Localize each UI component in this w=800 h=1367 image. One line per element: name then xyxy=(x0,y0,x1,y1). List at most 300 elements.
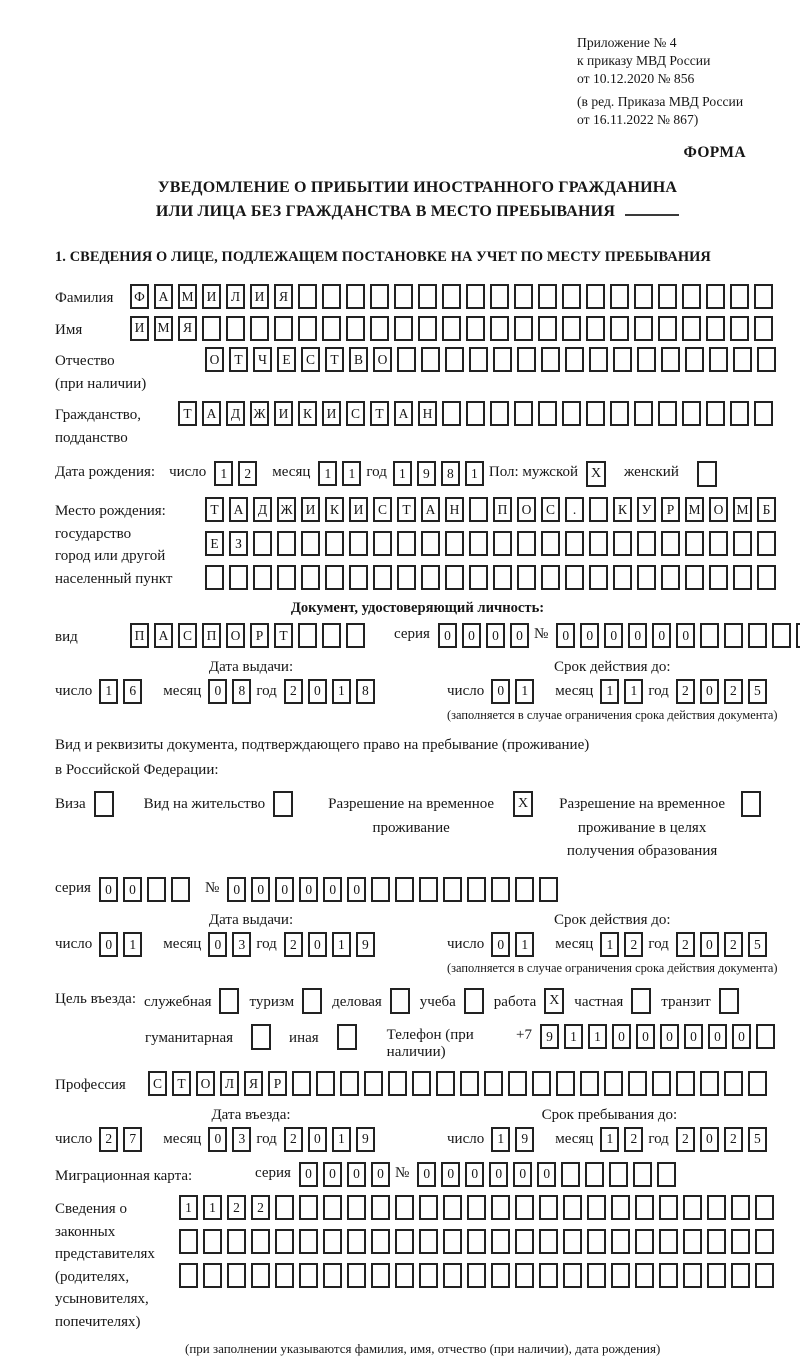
char-cell[interactable]: 2 xyxy=(227,1195,246,1220)
char-cell[interactable]: И xyxy=(202,284,221,309)
char-cell[interactable] xyxy=(203,1263,222,1288)
char-cell[interactable]: Н xyxy=(445,497,464,522)
char-cell[interactable] xyxy=(565,531,584,556)
char-cell[interactable] xyxy=(347,1195,366,1220)
char-cell[interactable] xyxy=(587,1229,606,1254)
char-cell[interactable] xyxy=(179,1229,198,1254)
char-cell[interactable]: 1 xyxy=(624,679,643,704)
char-cell[interactable]: 0 xyxy=(323,1162,342,1187)
char-cell[interactable] xyxy=(275,1195,294,1220)
char-cell[interactable] xyxy=(587,1263,606,1288)
char-cell[interactable] xyxy=(395,1195,414,1220)
char-cell[interactable] xyxy=(659,1263,678,1288)
char-cell[interactable]: 1 xyxy=(332,679,351,704)
char-cell[interactable]: У xyxy=(637,497,656,522)
char-cell[interactable]: М xyxy=(154,316,173,341)
char-cell[interactable] xyxy=(349,565,368,590)
char-cell[interactable] xyxy=(253,565,272,590)
char-cell[interactable] xyxy=(445,565,464,590)
char-cell[interactable]: Е xyxy=(205,531,224,556)
char-cell[interactable] xyxy=(683,1195,702,1220)
char-cell[interactable] xyxy=(658,284,677,309)
char-cell[interactable] xyxy=(682,401,701,426)
char-cell[interactable]: 2 xyxy=(676,1127,695,1152)
char-cell[interactable] xyxy=(443,1263,462,1288)
char-cell[interactable]: 0 xyxy=(308,932,327,957)
char-cell[interactable] xyxy=(466,401,485,426)
char-cell[interactable] xyxy=(754,316,773,341)
char-cell[interactable] xyxy=(442,316,461,341)
char-cell[interactable] xyxy=(565,565,584,590)
char-cell[interactable] xyxy=(491,877,510,902)
char-cell[interactable]: 1 xyxy=(600,932,619,957)
char-cell[interactable]: 0 xyxy=(489,1162,508,1187)
char-cell[interactable] xyxy=(539,877,558,902)
char-cell[interactable]: Ж xyxy=(250,401,269,426)
char-cell[interactable]: А xyxy=(394,401,413,426)
char-cell[interactable] xyxy=(395,877,414,902)
char-cell[interactable]: 0 xyxy=(275,877,294,902)
char-cell[interactable] xyxy=(561,1162,580,1187)
char-cell[interactable] xyxy=(493,347,512,372)
char-cell[interactable]: 0 xyxy=(251,877,270,902)
char-cell[interactable]: 0 xyxy=(99,932,118,957)
char-cell[interactable] xyxy=(658,316,677,341)
char-cell[interactable]: 2 xyxy=(724,932,743,957)
char-cell[interactable]: 0 xyxy=(491,679,510,704)
purpose-rabota-checkbox[interactable]: X xyxy=(544,988,564,1014)
char-cell[interactable] xyxy=(419,1229,438,1254)
char-cell[interactable]: 2 xyxy=(284,1127,303,1152)
char-cell[interactable] xyxy=(346,316,365,341)
char-cell[interactable] xyxy=(514,401,533,426)
char-cell[interactable] xyxy=(484,1071,503,1096)
char-cell[interactable]: 0 xyxy=(208,932,227,957)
char-cell[interactable] xyxy=(147,877,166,902)
char-cell[interactable] xyxy=(251,1263,270,1288)
char-cell[interactable] xyxy=(421,347,440,372)
char-cell[interactable]: 7 xyxy=(123,1127,142,1152)
char-cell[interactable]: 0 xyxy=(347,877,366,902)
char-cell[interactable]: 8 xyxy=(356,679,375,704)
char-cell[interactable]: Т xyxy=(325,347,344,372)
char-cell[interactable] xyxy=(709,565,728,590)
char-cell[interactable] xyxy=(340,1071,359,1096)
char-cell[interactable] xyxy=(514,284,533,309)
temp-residence-checkbox[interactable]: X xyxy=(513,791,533,817)
char-cell[interactable] xyxy=(467,1229,486,1254)
char-cell[interactable]: А xyxy=(202,401,221,426)
char-cell[interactable]: Т xyxy=(178,401,197,426)
char-cell[interactable]: 0 xyxy=(371,1162,390,1187)
char-cell[interactable]: 1 xyxy=(342,461,361,486)
char-cell[interactable] xyxy=(586,401,605,426)
char-cell[interactable] xyxy=(628,1071,647,1096)
char-cell[interactable]: 1 xyxy=(123,932,142,957)
char-cell[interactable] xyxy=(292,1071,311,1096)
char-cell[interactable] xyxy=(277,565,296,590)
char-cell[interactable] xyxy=(748,1071,767,1096)
char-cell[interactable] xyxy=(587,1195,606,1220)
char-cell[interactable]: 1 xyxy=(465,461,484,486)
char-cell[interactable]: 0 xyxy=(513,1162,532,1187)
char-cell[interactable] xyxy=(419,877,438,902)
char-cell[interactable] xyxy=(610,401,629,426)
char-cell[interactable] xyxy=(709,347,728,372)
char-cell[interactable] xyxy=(731,1229,750,1254)
temp-residence-education-checkbox[interactable] xyxy=(741,791,761,817)
char-cell[interactable] xyxy=(443,877,462,902)
char-cell[interactable] xyxy=(323,1195,342,1220)
char-cell[interactable] xyxy=(515,1195,534,1220)
char-cell[interactable] xyxy=(491,1195,510,1220)
char-cell[interactable]: 0 xyxy=(700,932,719,957)
char-cell[interactable]: 5 xyxy=(748,1127,767,1152)
char-cell[interactable]: 1 xyxy=(600,679,619,704)
char-cell[interactable] xyxy=(562,284,581,309)
char-cell[interactable] xyxy=(634,316,653,341)
char-cell[interactable] xyxy=(659,1229,678,1254)
char-cell[interactable]: С xyxy=(148,1071,167,1096)
char-cell[interactable] xyxy=(346,623,365,648)
char-cell[interactable] xyxy=(757,531,776,556)
char-cell[interactable] xyxy=(586,316,605,341)
char-cell[interactable]: Я xyxy=(244,1071,263,1096)
char-cell[interactable]: Т xyxy=(205,497,224,522)
char-cell[interactable] xyxy=(299,1229,318,1254)
char-cell[interactable]: Ж xyxy=(277,497,296,522)
char-cell[interactable] xyxy=(613,347,632,372)
char-cell[interactable] xyxy=(517,531,536,556)
char-cell[interactable]: 2 xyxy=(624,1127,643,1152)
char-cell[interactable] xyxy=(443,1195,462,1220)
char-cell[interactable]: 0 xyxy=(99,877,118,902)
char-cell[interactable] xyxy=(733,565,752,590)
char-cell[interactable]: 0 xyxy=(227,877,246,902)
char-cell[interactable]: 0 xyxy=(660,1024,679,1049)
char-cell[interactable] xyxy=(421,565,440,590)
char-cell[interactable] xyxy=(730,316,749,341)
char-cell[interactable]: 1 xyxy=(318,461,337,486)
char-cell[interactable] xyxy=(179,1263,198,1288)
char-cell[interactable]: 2 xyxy=(676,679,695,704)
char-cell[interactable]: 0 xyxy=(208,679,227,704)
char-cell[interactable] xyxy=(685,347,704,372)
purpose-delovaya-checkbox[interactable] xyxy=(390,988,410,1014)
char-cell[interactable]: 2 xyxy=(284,932,303,957)
char-cell[interactable] xyxy=(796,623,800,648)
char-cell[interactable]: 1 xyxy=(515,679,534,704)
char-cell[interactable] xyxy=(490,284,509,309)
char-cell[interactable]: 1 xyxy=(332,1127,351,1152)
char-cell[interactable]: 0 xyxy=(684,1024,703,1049)
char-cell[interactable] xyxy=(469,531,488,556)
char-cell[interactable]: 3 xyxy=(232,932,251,957)
char-cell[interactable] xyxy=(229,565,248,590)
char-cell[interactable]: П xyxy=(130,623,149,648)
char-cell[interactable] xyxy=(637,531,656,556)
char-cell[interactable]: А xyxy=(154,284,173,309)
char-cell[interactable] xyxy=(253,531,272,556)
char-cell[interactable]: С xyxy=(346,401,365,426)
char-cell[interactable] xyxy=(580,1071,599,1096)
char-cell[interactable] xyxy=(322,623,341,648)
char-cell[interactable]: 0 xyxy=(323,877,342,902)
char-cell[interactable]: 0 xyxy=(700,1127,719,1152)
char-cell[interactable] xyxy=(421,531,440,556)
char-cell[interactable] xyxy=(171,877,190,902)
char-cell[interactable] xyxy=(299,1263,318,1288)
char-cell[interactable]: 1 xyxy=(600,1127,619,1152)
char-cell[interactable] xyxy=(562,316,581,341)
char-cell[interactable]: И xyxy=(274,401,293,426)
char-cell[interactable]: С xyxy=(541,497,560,522)
char-cell[interactable]: О xyxy=(709,497,728,522)
char-cell[interactable] xyxy=(227,1263,246,1288)
char-cell[interactable] xyxy=(316,1071,335,1096)
char-cell[interactable]: 1 xyxy=(214,461,233,486)
char-cell[interactable] xyxy=(539,1195,558,1220)
char-cell[interactable] xyxy=(397,565,416,590)
char-cell[interactable] xyxy=(637,565,656,590)
char-cell[interactable] xyxy=(659,1195,678,1220)
char-cell[interactable]: Ф xyxy=(130,284,149,309)
char-cell[interactable] xyxy=(683,1263,702,1288)
char-cell[interactable] xyxy=(724,1071,743,1096)
char-cell[interactable]: 1 xyxy=(393,461,412,486)
char-cell[interactable]: 2 xyxy=(624,932,643,957)
char-cell[interactable]: К xyxy=(613,497,632,522)
char-cell[interactable] xyxy=(493,531,512,556)
char-cell[interactable] xyxy=(562,401,581,426)
char-cell[interactable] xyxy=(322,316,341,341)
char-cell[interactable] xyxy=(346,284,365,309)
char-cell[interactable]: А xyxy=(154,623,173,648)
char-cell[interactable] xyxy=(754,284,773,309)
char-cell[interactable] xyxy=(517,565,536,590)
char-cell[interactable] xyxy=(733,531,752,556)
char-cell[interactable] xyxy=(466,316,485,341)
char-cell[interactable]: 0 xyxy=(604,623,623,648)
char-cell[interactable] xyxy=(515,877,534,902)
char-cell[interactable]: 2 xyxy=(99,1127,118,1152)
char-cell[interactable] xyxy=(733,347,752,372)
char-cell[interactable] xyxy=(682,316,701,341)
char-cell[interactable]: Т xyxy=(397,497,416,522)
char-cell[interactable] xyxy=(610,284,629,309)
char-cell[interactable] xyxy=(748,623,767,648)
char-cell[interactable] xyxy=(203,1229,222,1254)
char-cell[interactable]: 2 xyxy=(284,679,303,704)
char-cell[interactable]: 0 xyxy=(652,623,671,648)
char-cell[interactable] xyxy=(227,1229,246,1254)
char-cell[interactable] xyxy=(202,316,221,341)
char-cell[interactable] xyxy=(490,316,509,341)
char-cell[interactable]: 0 xyxy=(462,623,481,648)
char-cell[interactable] xyxy=(563,1195,582,1220)
char-cell[interactable] xyxy=(395,1263,414,1288)
char-cell[interactable]: 0 xyxy=(486,623,505,648)
char-cell[interactable] xyxy=(275,1263,294,1288)
char-cell[interactable] xyxy=(613,531,632,556)
char-cell[interactable]: М xyxy=(178,284,197,309)
char-cell[interactable]: 1 xyxy=(203,1195,222,1220)
sex-male-checkbox[interactable]: X xyxy=(586,461,606,487)
char-cell[interactable]: 9 xyxy=(540,1024,559,1049)
char-cell[interactable]: 1 xyxy=(491,1127,510,1152)
char-cell[interactable]: 0 xyxy=(438,623,457,648)
char-cell[interactable] xyxy=(682,284,701,309)
char-cell[interactable] xyxy=(756,1024,775,1049)
char-cell[interactable] xyxy=(755,1229,774,1254)
char-cell[interactable] xyxy=(755,1263,774,1288)
char-cell[interactable]: 1 xyxy=(332,932,351,957)
char-cell[interactable]: А xyxy=(229,497,248,522)
char-cell[interactable]: 0 xyxy=(580,623,599,648)
char-cell[interactable] xyxy=(323,1229,342,1254)
char-cell[interactable] xyxy=(371,1263,390,1288)
char-cell[interactable] xyxy=(730,401,749,426)
char-cell[interactable] xyxy=(418,284,437,309)
char-cell[interactable]: 2 xyxy=(676,932,695,957)
char-cell[interactable]: 0 xyxy=(732,1024,751,1049)
purpose-inaya-checkbox[interactable] xyxy=(337,1024,357,1050)
char-cell[interactable]: 8 xyxy=(441,461,460,486)
char-cell[interactable]: П xyxy=(493,497,512,522)
char-cell[interactable]: 1 xyxy=(564,1024,583,1049)
char-cell[interactable] xyxy=(604,1071,623,1096)
char-cell[interactable] xyxy=(700,623,719,648)
char-cell[interactable] xyxy=(589,565,608,590)
char-cell[interactable]: 0 xyxy=(465,1162,484,1187)
char-cell[interactable]: 2 xyxy=(238,461,257,486)
char-cell[interactable] xyxy=(707,1263,726,1288)
char-cell[interactable] xyxy=(460,1071,479,1096)
char-cell[interactable]: С xyxy=(178,623,197,648)
char-cell[interactable]: З xyxy=(229,531,248,556)
char-cell[interactable]: 0 xyxy=(123,877,142,902)
char-cell[interactable] xyxy=(685,565,704,590)
char-cell[interactable]: 0 xyxy=(676,623,695,648)
purpose-sluzhebnaya-checkbox[interactable] xyxy=(219,988,239,1014)
purpose-ucheba-checkbox[interactable] xyxy=(464,988,484,1014)
char-cell[interactable]: 0 xyxy=(347,1162,366,1187)
char-cell[interactable]: 0 xyxy=(628,623,647,648)
char-cell[interactable] xyxy=(299,1195,318,1220)
char-cell[interactable]: М xyxy=(733,497,752,522)
char-cell[interactable] xyxy=(538,284,557,309)
char-cell[interactable] xyxy=(466,284,485,309)
char-cell[interactable] xyxy=(661,531,680,556)
char-cell[interactable] xyxy=(347,1229,366,1254)
char-cell[interactable] xyxy=(541,531,560,556)
char-cell[interactable] xyxy=(700,1071,719,1096)
char-cell[interactable] xyxy=(563,1229,582,1254)
residence-permit-checkbox[interactable] xyxy=(273,791,293,817)
char-cell[interactable]: Я xyxy=(178,316,197,341)
char-cell[interactable] xyxy=(730,284,749,309)
char-cell[interactable] xyxy=(274,316,293,341)
char-cell[interactable]: Р xyxy=(268,1071,287,1096)
char-cell[interactable] xyxy=(757,565,776,590)
char-cell[interactable] xyxy=(565,347,584,372)
char-cell[interactable]: Ч xyxy=(253,347,272,372)
char-cell[interactable]: 6 xyxy=(123,679,142,704)
char-cell[interactable]: 0 xyxy=(700,679,719,704)
char-cell[interactable]: М xyxy=(685,497,704,522)
char-cell[interactable] xyxy=(515,1229,534,1254)
char-cell[interactable] xyxy=(611,1195,630,1220)
char-cell[interactable] xyxy=(589,347,608,372)
char-cell[interactable] xyxy=(706,401,725,426)
char-cell[interactable]: 1 xyxy=(179,1195,198,1220)
visa-checkbox[interactable] xyxy=(94,791,114,817)
char-cell[interactable]: И xyxy=(250,284,269,309)
char-cell[interactable]: 0 xyxy=(417,1162,436,1187)
char-cell[interactable] xyxy=(538,316,557,341)
char-cell[interactable] xyxy=(469,497,488,522)
char-cell[interactable] xyxy=(635,1229,654,1254)
char-cell[interactable]: 0 xyxy=(510,623,529,648)
char-cell[interactable] xyxy=(724,623,743,648)
char-cell[interactable]: 2 xyxy=(724,679,743,704)
char-cell[interactable]: Т xyxy=(370,401,389,426)
char-cell[interactable] xyxy=(388,1071,407,1096)
char-cell[interactable] xyxy=(707,1229,726,1254)
char-cell[interactable]: Е xyxy=(277,347,296,372)
char-cell[interactable] xyxy=(514,316,533,341)
char-cell[interactable]: 0 xyxy=(708,1024,727,1049)
char-cell[interactable] xyxy=(394,316,413,341)
char-cell[interactable] xyxy=(347,1263,366,1288)
char-cell[interactable]: 1 xyxy=(515,932,534,957)
char-cell[interactable]: О xyxy=(196,1071,215,1096)
char-cell[interactable] xyxy=(754,401,773,426)
char-cell[interactable] xyxy=(637,347,656,372)
char-cell[interactable] xyxy=(706,316,725,341)
char-cell[interactable]: 0 xyxy=(491,932,510,957)
purpose-gumanitarnaya-checkbox[interactable] xyxy=(251,1024,271,1050)
char-cell[interactable] xyxy=(301,531,320,556)
char-cell[interactable]: С xyxy=(373,497,392,522)
char-cell[interactable] xyxy=(418,316,437,341)
char-cell[interactable] xyxy=(251,1229,270,1254)
char-cell[interactable] xyxy=(613,565,632,590)
purpose-turizm-checkbox[interactable] xyxy=(302,988,322,1014)
char-cell[interactable]: 0 xyxy=(308,679,327,704)
char-cell[interactable]: 0 xyxy=(556,623,575,648)
char-cell[interactable]: А xyxy=(421,497,440,522)
char-cell[interactable]: Т xyxy=(274,623,293,648)
char-cell[interactable]: П xyxy=(202,623,221,648)
char-cell[interactable] xyxy=(556,1071,575,1096)
char-cell[interactable] xyxy=(467,1195,486,1220)
char-cell[interactable] xyxy=(364,1071,383,1096)
char-cell[interactable]: 1 xyxy=(99,679,118,704)
char-cell[interactable]: 9 xyxy=(515,1127,534,1152)
char-cell[interactable] xyxy=(685,531,704,556)
char-cell[interactable]: И xyxy=(301,497,320,522)
char-cell[interactable]: 5 xyxy=(748,932,767,957)
char-cell[interactable] xyxy=(301,565,320,590)
char-cell[interactable] xyxy=(683,1229,702,1254)
char-cell[interactable] xyxy=(373,565,392,590)
purpose-tranzit-checkbox[interactable] xyxy=(719,988,739,1014)
char-cell[interactable]: Б xyxy=(757,497,776,522)
char-cell[interactable] xyxy=(731,1263,750,1288)
char-cell[interactable] xyxy=(541,565,560,590)
char-cell[interactable] xyxy=(634,284,653,309)
